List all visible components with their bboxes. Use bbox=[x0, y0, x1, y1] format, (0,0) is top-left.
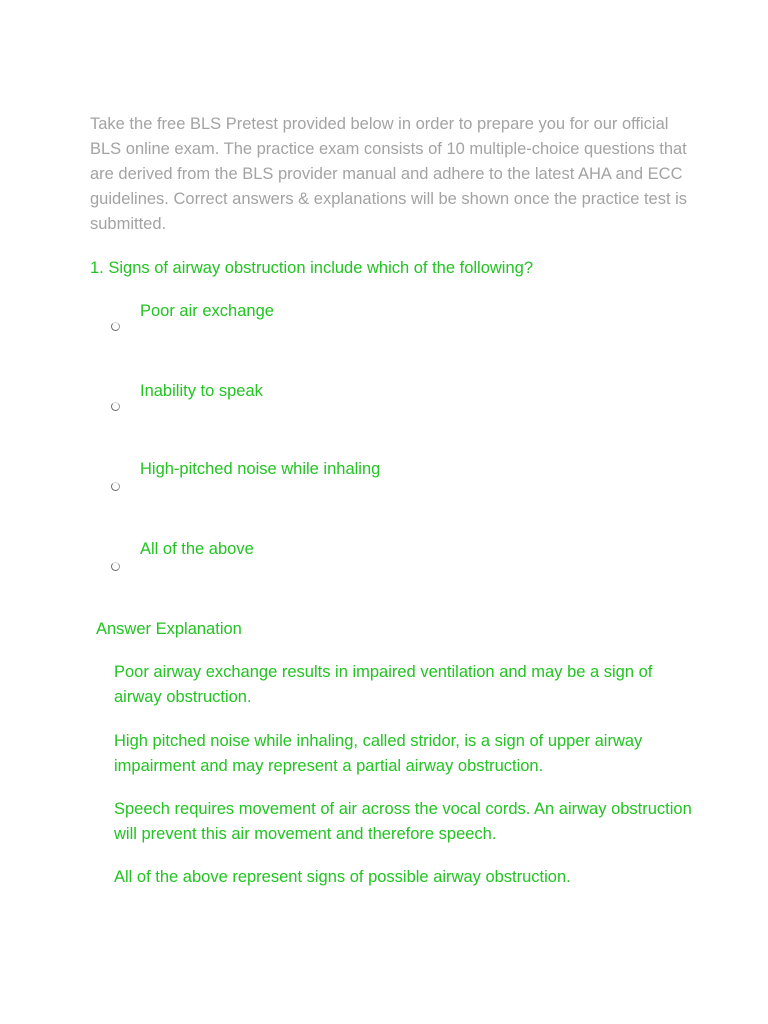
answer-option-label[interactable]: All of the above bbox=[140, 540, 254, 558]
answer-option-high-pitched-noise[interactable] bbox=[108, 457, 668, 497]
question-1-text: 1. Signs of airway obstruction include which of the following? bbox=[90, 259, 533, 277]
explanation-paragraph: High pitched noise while inhaling, called stridor, is a sign of upper airway impairment and may represent a partial airway obstruction. bbox=[114, 732, 643, 775]
explanation-paragraph: Speech requires movement of air across the vocal cords. An airway obstruction will prevent this air movement and therefore speech. bbox=[114, 800, 692, 843]
answer-option-all-of-the-above[interactable] bbox=[108, 537, 668, 577]
radio-button[interactable] bbox=[111, 402, 120, 411]
answer-option-inability-to-speak[interactable] bbox=[108, 379, 668, 419]
intro-paragraph: Take the free BLS Pretest provided below in order to prepare you for our official BLS online exam. The practice exam consists of 10 multiple-choice questions that are derived from the BLS provider manual and adhere to the latest AHA and ECC guidelines. Correct answers & explanations will be shown once the practice test is submitted. bbox=[90, 115, 688, 233]
answer-option-label[interactable]: High-pitched noise while inhaling bbox=[140, 460, 381, 478]
answer-option-label[interactable]: Poor air exchange bbox=[140, 302, 274, 320]
radio-button[interactable] bbox=[111, 322, 120, 331]
answer-option-poor-air-exchange[interactable] bbox=[108, 299, 668, 339]
explanation-paragraph: All of the above represent signs of possible airway obstruction. bbox=[114, 868, 571, 886]
answer-option-label[interactable]: Inability to speak bbox=[140, 382, 263, 400]
radio-button[interactable] bbox=[111, 562, 120, 571]
explanation-paragraph: Poor airway exchange results in impaired ventilation and may be a sign of airway obstruction. bbox=[114, 663, 653, 706]
answer-explanation-heading: Answer Explanation bbox=[96, 620, 242, 638]
radio-button[interactable] bbox=[111, 482, 120, 491]
